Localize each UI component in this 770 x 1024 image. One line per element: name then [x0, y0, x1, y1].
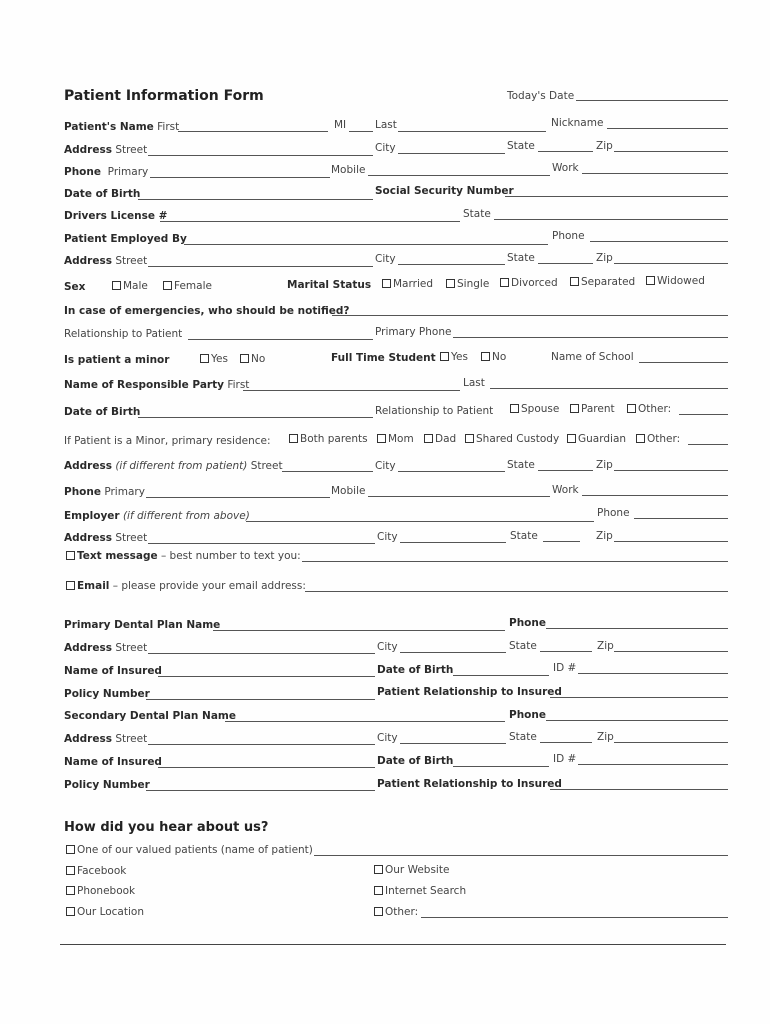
- text-number-field[interactable]: [302, 561, 728, 562]
- name-of-insured-field[interactable]: [158, 676, 375, 677]
- secondary-id-label: ID #: [553, 753, 577, 765]
- mobile-field[interactable]: [368, 496, 550, 497]
- relationship-to-insured-field[interactable]: [550, 697, 728, 698]
- name-of-insured-label: Name of Insured: [64, 665, 162, 677]
- ssn-label: Social Security Number: [375, 185, 514, 197]
- city-field[interactable]: [400, 542, 506, 543]
- secondary-relationship-field[interactable]: [550, 789, 728, 790]
- zip-field[interactable]: [614, 470, 728, 471]
- state-label: State: [507, 140, 535, 152]
- todays-date-label: Today's Date: [507, 90, 575, 102]
- parent-checkbox[interactable]: Parent: [570, 403, 615, 415]
- last-name-field[interactable]: [398, 131, 546, 132]
- other-residence-checkbox[interactable]: Other:: [636, 433, 680, 445]
- school-field[interactable]: [639, 362, 728, 363]
- responsible-relationship-label: Relationship to Patient: [375, 405, 494, 417]
- emergency-contact-label: In case of emergencies, who should be notified?: [64, 305, 350, 317]
- secondary-relationship-label: Patient Relationship to Insured: [377, 778, 562, 790]
- other-relationship-checkbox[interactable]: Other:: [627, 403, 671, 415]
- primary-dental-plan-label: Primary Dental Plan Name: [64, 619, 221, 631]
- emergency-phone-field[interactable]: [453, 337, 728, 338]
- mobile-field[interactable]: [368, 175, 550, 176]
- state-label: State: [509, 731, 537, 743]
- secondary-dob-field[interactable]: [453, 766, 549, 767]
- street-field[interactable]: [148, 266, 373, 267]
- street-field[interactable]: [148, 653, 375, 654]
- bottom-divider: [60, 944, 726, 945]
- relationship-label: Relationship to Patient: [64, 328, 183, 340]
- work-field[interactable]: [582, 173, 728, 174]
- responsible-party-row: Name of Responsible Party First: [64, 379, 250, 391]
- city-label: City: [375, 460, 396, 472]
- single-checkbox[interactable]: Single: [446, 278, 489, 290]
- street-field[interactable]: [148, 543, 375, 544]
- facebook-checkbox[interactable]: Facebook: [66, 865, 126, 877]
- city-label: City: [375, 253, 396, 265]
- patient-name-row: Patient's Name First: [64, 121, 180, 133]
- zip-label: Zip: [596, 459, 613, 471]
- responsible-last-label: Last: [463, 377, 485, 389]
- employer-phone-label: Phone: [552, 230, 585, 242]
- street-field[interactable]: [148, 744, 375, 745]
- zip-label: Zip: [596, 530, 613, 542]
- sex-label: Sex: [64, 281, 86, 293]
- zip-label: Zip: [597, 731, 614, 743]
- mi-label: MI: [334, 119, 347, 131]
- primary-phone-field[interactable]: [146, 497, 330, 498]
- state-field[interactable]: [540, 651, 592, 652]
- dl-state-label: State: [463, 208, 491, 220]
- student-no-checkbox[interactable]: No: [481, 351, 506, 363]
- responsible-address-row: Address (if different from patient) Street: [64, 460, 283, 472]
- relationship-to-insured-label: Patient Relationship to Insured: [377, 686, 562, 698]
- dob-label: Date of Birth: [64, 188, 141, 200]
- primary-residence-label: If Patient is a Minor, primary residence:: [64, 435, 271, 447]
- employer-phone-label: Phone: [597, 507, 630, 519]
- dl-state-field[interactable]: [494, 219, 728, 220]
- full-time-student-label: Full Time Student: [331, 352, 436, 364]
- secondary-dob-label: Date of Birth: [377, 755, 454, 767]
- phonebook-checkbox[interactable]: Phonebook: [66, 885, 135, 897]
- state-field[interactable]: [540, 742, 592, 743]
- mobile-label: Mobile: [331, 164, 366, 176]
- responsible-dob-label: Date of Birth: [64, 406, 141, 418]
- responsible-employer-field[interactable]: [246, 521, 594, 522]
- other-residence-field[interactable]: [688, 444, 728, 445]
- city-field[interactable]: [400, 652, 506, 653]
- work-field[interactable]: [582, 495, 728, 496]
- ssn-field[interactable]: [505, 196, 728, 197]
- zip-label: Zip: [596, 140, 613, 152]
- secondary-id-field[interactable]: [578, 764, 728, 765]
- spouse-checkbox[interactable]: Spouse: [510, 403, 559, 415]
- secondary-dental-plan-label: Secondary Dental Plan Name: [64, 710, 236, 722]
- shared-custody-checkbox[interactable]: Shared Custody: [465, 433, 559, 445]
- responsible-employer-row: Employer (if different from above): [64, 510, 250, 522]
- mi-field[interactable]: [349, 131, 373, 132]
- valued-patient-checkbox[interactable]: One of our valued patients (name of patient): [66, 844, 313, 856]
- email-field[interactable]: [305, 591, 728, 592]
- state-field[interactable]: [538, 263, 593, 264]
- street-field[interactable]: [148, 155, 373, 156]
- responsible-phone-row: Phone Primary: [64, 486, 145, 498]
- city-field[interactable]: [398, 153, 505, 154]
- last-label: Last: [375, 119, 397, 131]
- city-label: City: [377, 732, 398, 744]
- primary-phone-field[interactable]: [150, 177, 330, 178]
- secondary-phone-field[interactable]: [546, 720, 728, 721]
- dental-phone-field[interactable]: [546, 628, 728, 629]
- mobile-label: Mobile: [331, 485, 366, 497]
- phone-row: Phone Primary: [64, 166, 149, 178]
- female-checkbox[interactable]: Female: [163, 280, 212, 292]
- secondary-insured-field[interactable]: [158, 767, 375, 768]
- male-checkbox[interactable]: Male: [112, 280, 148, 292]
- widowed-checkbox[interactable]: Widowed: [646, 275, 705, 287]
- minor-label: Is patient a minor: [64, 354, 170, 366]
- todays-date-field[interactable]: [576, 100, 728, 101]
- dad-checkbox[interactable]: Dad: [424, 433, 456, 445]
- our-location-checkbox[interactable]: Our Location: [66, 906, 144, 918]
- dental-address-row: Address Street: [64, 642, 148, 654]
- insured-dob-label: Date of Birth: [377, 664, 454, 676]
- state-label: State: [507, 459, 535, 471]
- drivers-license-label: Drivers License #: [64, 210, 168, 222]
- drivers-license-field[interactable]: [160, 221, 460, 222]
- employer-phone-field[interactable]: [634, 518, 728, 519]
- city-label: City: [377, 531, 398, 543]
- employed-by-field[interactable]: [184, 244, 548, 245]
- secondary-policy-label: Policy Number: [64, 779, 150, 791]
- text-message-checkbox[interactable]: Text message – best number to text you:: [66, 550, 301, 562]
- responsible-first-field[interactable]: [243, 390, 460, 391]
- primary-phone-label: Primary Phone: [375, 326, 452, 338]
- responsible-employer-address-row: Address Street: [64, 532, 148, 544]
- city-field[interactable]: [398, 264, 505, 265]
- first-name-field[interactable]: [178, 131, 328, 132]
- both-parents-checkbox[interactable]: Both parents: [289, 433, 368, 445]
- state-field[interactable]: [538, 151, 593, 152]
- zip-field[interactable]: [614, 263, 728, 264]
- dob-field[interactable]: [138, 199, 373, 200]
- school-label: Name of School: [551, 351, 634, 363]
- zip-label: Zip: [596, 252, 613, 264]
- state-field[interactable]: [538, 470, 593, 471]
- separated-checkbox[interactable]: Separated: [570, 276, 635, 288]
- state-label: State: [510, 530, 538, 542]
- id-label: ID #: [553, 662, 577, 674]
- other-relationship-field[interactable]: [679, 414, 728, 415]
- policy-number-field[interactable]: [146, 699, 375, 700]
- emergency-contact-field[interactable]: [332, 315, 728, 316]
- id-field[interactable]: [578, 673, 728, 674]
- divorced-checkbox[interactable]: Divorced: [500, 277, 558, 289]
- secondary-policy-field[interactable]: [146, 790, 375, 791]
- work-label: Work: [552, 162, 579, 174]
- nickname-label: Nickname: [551, 117, 604, 129]
- city-field[interactable]: [398, 471, 505, 472]
- internet-search-checkbox[interactable]: Internet Search: [374, 885, 466, 897]
- state-field[interactable]: [543, 541, 580, 542]
- hear-about-us-heading: How did you hear about us?: [64, 820, 269, 835]
- zip-field[interactable]: [614, 742, 728, 743]
- employed-by-label: Patient Employed By: [64, 233, 187, 245]
- other-source-checkbox[interactable]: Other:: [374, 906, 418, 918]
- dental-phone-label: Phone: [509, 617, 546, 629]
- minor-yes-checkbox[interactable]: Yes: [200, 353, 228, 365]
- city-label: City: [375, 142, 396, 154]
- policy-number-label: Policy Number: [64, 688, 150, 700]
- state-label: State: [509, 640, 537, 652]
- responsible-dob-field[interactable]: [138, 417, 373, 418]
- primary-dental-plan-field[interactable]: [213, 630, 505, 631]
- work-label: Work: [552, 484, 579, 496]
- student-yes-checkbox[interactable]: Yes: [440, 351, 468, 363]
- secondary-insured-label: Name of Insured: [64, 756, 162, 768]
- other-source-field[interactable]: [421, 917, 728, 918]
- guardian-checkbox[interactable]: Guardian: [567, 433, 626, 445]
- zip-field[interactable]: [614, 541, 728, 542]
- minor-no-checkbox[interactable]: No: [240, 353, 265, 365]
- insured-dob-field[interactable]: [453, 675, 549, 676]
- valued-patient-field[interactable]: [314, 855, 728, 856]
- employer-address-row: Address Street: [64, 255, 148, 267]
- form-title: Patient Information Form: [64, 88, 264, 104]
- city-label: City: [377, 641, 398, 653]
- zip-label: Zip: [597, 640, 614, 652]
- marital-status-label: Marital Status: [287, 279, 372, 291]
- zip-field[interactable]: [614, 651, 728, 652]
- mom-checkbox[interactable]: Mom: [377, 433, 414, 445]
- married-checkbox[interactable]: Married: [382, 278, 433, 290]
- employer-phone-field[interactable]: [590, 241, 728, 242]
- zip-field[interactable]: [614, 151, 728, 152]
- email-checkbox[interactable]: Email – please provide your email address:: [66, 580, 306, 592]
- secondary-address-row: Address Street: [64, 733, 148, 745]
- secondary-phone-label: Phone: [509, 709, 546, 721]
- relationship-field[interactable]: [188, 339, 373, 340]
- website-checkbox[interactable]: Our Website: [374, 864, 449, 876]
- state-label: State: [507, 252, 535, 264]
- responsible-last-field[interactable]: [490, 388, 728, 389]
- secondary-dental-plan-field[interactable]: [225, 721, 505, 722]
- address-row: Address Street: [64, 144, 148, 156]
- street-field[interactable]: [282, 471, 373, 472]
- city-field[interactable]: [400, 743, 506, 744]
- nickname-field[interactable]: [607, 128, 728, 129]
